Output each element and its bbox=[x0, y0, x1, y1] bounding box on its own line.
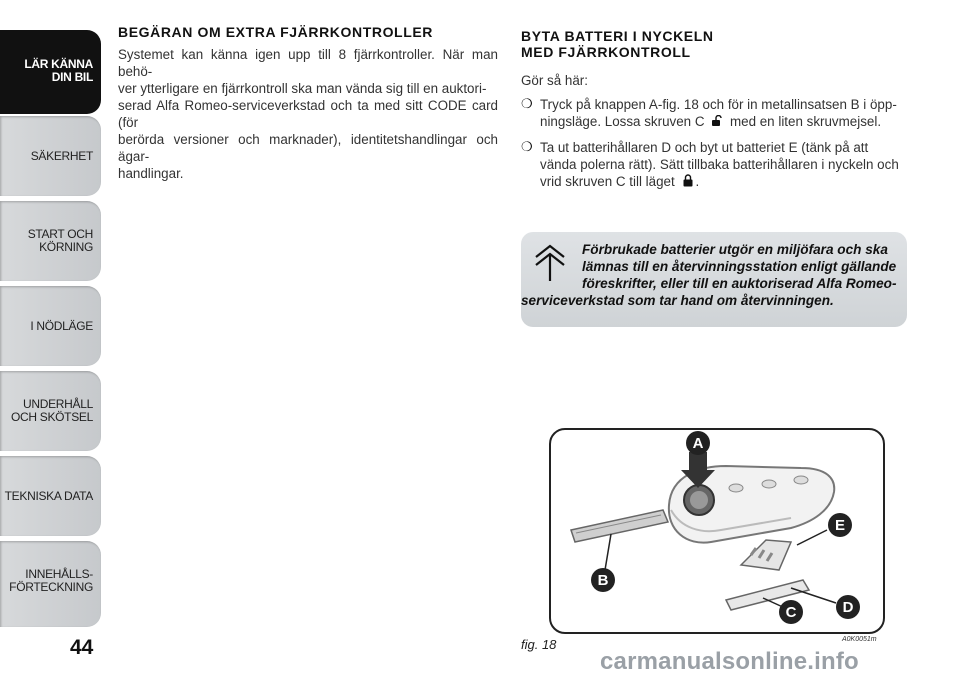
sidebar-tab-lar-kanna[interactable] bbox=[0, 30, 101, 114]
right-heading bbox=[521, 28, 911, 60]
left-column bbox=[118, 24, 498, 182]
label-c: C bbox=[785, 604, 797, 621]
environment-note bbox=[521, 232, 907, 327]
section-heading: BEGÄRAN OM EXTRA FJÄRRKONTROLLER bbox=[118, 24, 434, 40]
watermark: carmanualsonline.info bbox=[600, 648, 859, 675]
section-body: Systemet kan känna igen upp till 8 fjärrkontroller. När man behö- ver ytterligare en fjärrkontroll ska man vända sig till en auktori- serad Alfa Romeo-serviceverkstad och ta med sitt CODE card (för berörda versioner och marknader), identitetshandlingar och ägar- handlingar. bbox=[118, 47, 498, 181]
tab-label: UNDERHÅLL OCH SKÖTSEL bbox=[10, 397, 93, 424]
tab-label: TEKNISKA DATA bbox=[4, 489, 93, 503]
figure-code: A0K0051m bbox=[842, 636, 877, 643]
list-item: ❍ Tryck på knappen A-fig. 18 och för in metallinsatsen B i öpp- ningsläge. Lossa skruven C med en liten skruvmejsel. bbox=[521, 96, 897, 129]
tab-label: INNEHÅLLS- FÖRTECKNING bbox=[9, 567, 93, 594]
key-illustration bbox=[551, 430, 883, 632]
unlock-icon bbox=[711, 115, 723, 127]
sidebar-tab-innehallsforteckning[interactable] bbox=[0, 541, 101, 627]
page-number: 44 bbox=[70, 636, 94, 659]
label-a: A bbox=[692, 435, 704, 452]
bullet-circle-icon: ❍ bbox=[521, 139, 533, 154]
note-text: Förbrukade batterier utgör en miljöfara och ska lämnas till en återvinningsstation enligt gällande föreskrifter, eller till en auktoriserad Alfa Romeo- serviceverkstad som tar hand om återvinningen. bbox=[521, 242, 897, 308]
figure-key-battery bbox=[549, 428, 885, 634]
figure-caption: fig. 18 bbox=[521, 637, 557, 652]
sidebar-tab-sakerhet[interactable] bbox=[0, 116, 101, 196]
list-item: ❍ Ta ut batterihållaren D och byt ut batteriet E (tänk på att vända polerna rätt). Sätt tillbaka batterihållaren i nyckeln och vrid skruven C till läget . bbox=[521, 139, 899, 189]
lock-icon bbox=[682, 174, 694, 187]
label-d: D bbox=[842, 599, 854, 616]
heading-line: BYTA BATTERI I NYCKELN bbox=[521, 28, 714, 44]
intro-text: Gör så här: bbox=[521, 73, 588, 88]
sidebar-tab-i-nodlage[interactable] bbox=[0, 286, 101, 366]
sidebar-tab-start-och-korning[interactable] bbox=[0, 201, 101, 281]
sidebar-tab-underhall[interactable] bbox=[0, 371, 101, 451]
tab-label: I NÖDLÄGE bbox=[30, 319, 93, 333]
tab-label: START OCH KÖRNING bbox=[27, 227, 93, 254]
label-e: E bbox=[834, 517, 846, 534]
bullet-circle-icon: ❍ bbox=[521, 96, 533, 111]
tab-label: SÄKERHET bbox=[30, 149, 93, 163]
heading-line: MED FJÄRRKONTROLL bbox=[521, 44, 691, 60]
label-b: B bbox=[597, 572, 609, 589]
tab-label: LÄR KÄNNA DIN BIL bbox=[24, 57, 93, 84]
sidebar-tab-tekniska-data[interactable] bbox=[0, 456, 101, 536]
